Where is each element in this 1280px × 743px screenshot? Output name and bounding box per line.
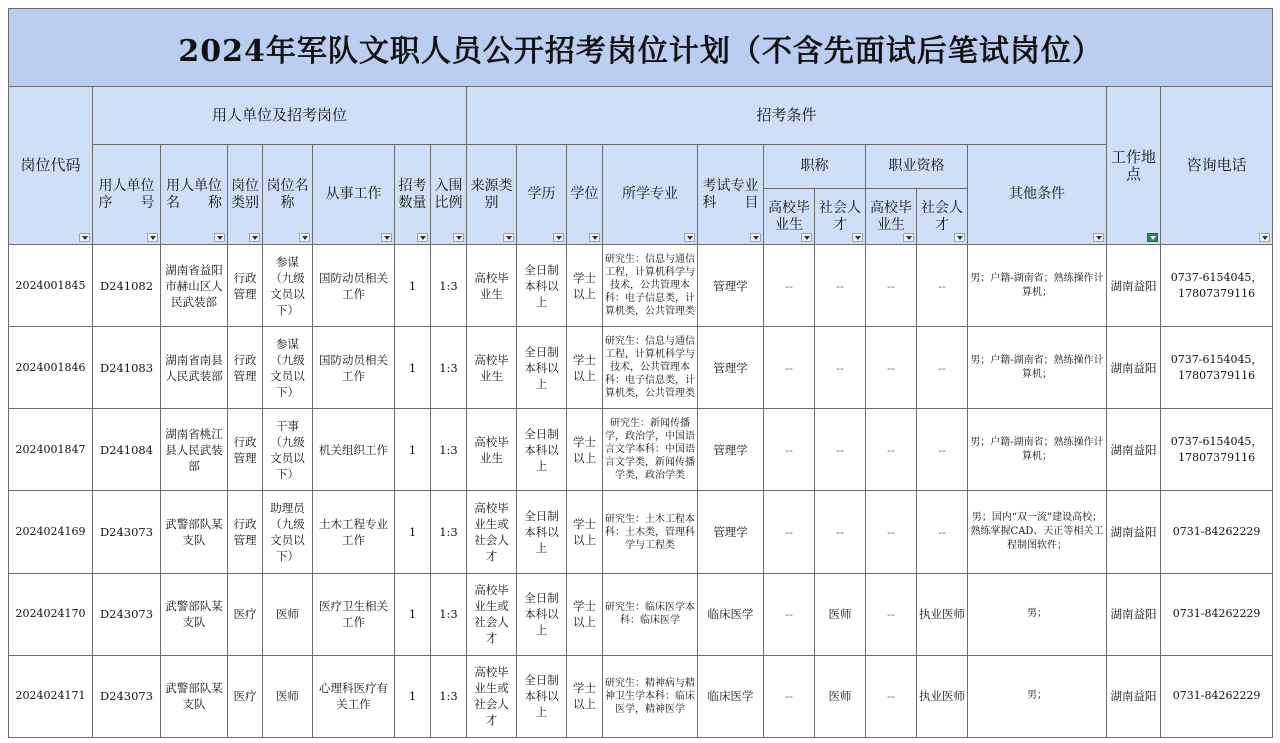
recruitment-table (8, 8, 1273, 738)
cell-post-code[interactable]: 2024001847 (9, 409, 93, 491)
cell-unit-seq[interactable]: D243073 (93, 491, 161, 573)
cell-qual-social-text: 执业医师 (919, 607, 965, 622)
filter-dropdown-icon[interactable] (1259, 233, 1270, 242)
cell-other[interactable]: 男； (968, 573, 1107, 655)
cell-education[interactable] (517, 655, 567, 737)
cell-exam-subject[interactable]: 管理学 (698, 491, 764, 573)
cell-major[interactable]: 研究生：新闻传播学，政治学，中国语言文学本科：中国语言文学类，新闻传播学类，政治学类 (603, 409, 698, 491)
filter-dropdown-icon[interactable] (299, 233, 310, 242)
cell-post-type-text: 行政管理 (233, 517, 257, 548)
cell-title-social[interactable]: 医师 (815, 655, 866, 737)
header-post-type-label: 岗位类别 (231, 177, 259, 211)
cell-work[interactable] (313, 409, 395, 491)
header-location (1107, 87, 1161, 245)
cell-post-name[interactable] (263, 655, 313, 737)
header-qual-grad (866, 189, 917, 245)
cell-qual-grad[interactable]: -- (866, 409, 917, 491)
cell-post-type[interactable] (228, 327, 263, 409)
cell-phone[interactable]: 0737-6154045，17807379116 (1161, 245, 1273, 327)
cell-unit-seq[interactable]: D243073 (93, 573, 161, 655)
filter-dropdown-icon[interactable] (750, 233, 761, 242)
header-other (968, 145, 1107, 245)
cell-work[interactable] (313, 327, 395, 409)
cell-qual-social-text: 执业医师 (919, 689, 965, 704)
filter-dropdown-icon[interactable] (147, 233, 158, 242)
header-title-social-label: 社会人才 (819, 199, 861, 233)
cell-phone[interactable]: 0737-6154045，17807379116 (1161, 409, 1273, 491)
filter-dropdown-icon[interactable] (1093, 233, 1104, 242)
header-unit-seq (93, 145, 161, 245)
cell-unit-name[interactable] (161, 655, 228, 737)
cell-title-social[interactable]: -- (815, 409, 866, 491)
header-ratio-label: 入围比例 (434, 177, 463, 211)
cell-education[interactable] (517, 491, 567, 573)
cell-post-code[interactable]: 2024001846 (9, 327, 93, 409)
cell-exam-subject[interactable]: 管理学 (698, 245, 764, 327)
header-source-label: 来源类别 (470, 177, 513, 211)
cell-post-name[interactable] (263, 409, 313, 491)
header-work-label: 从事工作 (325, 186, 382, 202)
header-title-grad-label: 高校毕业生 (768, 199, 810, 233)
cell-unit-name[interactable] (161, 491, 228, 573)
cell-post-name-text: 干事（九级文员以下） (270, 418, 305, 481)
cell-work-text: 国防动员相关工作 (319, 270, 388, 301)
cell-qual-social[interactable]: -- (917, 491, 968, 573)
cell-quota[interactable]: 1 (395, 327, 431, 409)
cell-work[interactable] (313, 655, 395, 737)
cell-quota[interactable]: 1 (395, 655, 431, 737)
cell-qual-grad[interactable]: -- (866, 491, 917, 573)
cell-title-grad[interactable]: -- (764, 245, 815, 327)
cell-education-text: 全日制本科以上 (524, 673, 559, 720)
cell-location[interactable]: 湖南益阳 (1107, 245, 1161, 327)
cell-post-code[interactable]: 2024024169 (9, 491, 93, 573)
cell-post-code[interactable]: 2024024170 (9, 573, 93, 655)
cell-work-text: 国防动员相关工作 (319, 352, 388, 383)
cell-work-text: 心理科医疗有关工作 (319, 681, 388, 712)
cell-post-name[interactable] (263, 491, 313, 573)
cell-degree-text: 学士以上 (573, 434, 596, 465)
cell-title-grad[interactable]: -- (764, 655, 815, 737)
header-unit-name-label: 用人单位名 称 (166, 177, 222, 211)
cell-post-code[interactable]: 2024001845 (9, 245, 93, 327)
header-post-type (228, 145, 263, 245)
cell-degree[interactable] (567, 327, 603, 409)
cell-unit-seq[interactable]: D243073 (93, 655, 161, 737)
cell-title-social[interactable]: -- (815, 245, 866, 327)
header-title-group: 职称 (764, 145, 866, 189)
cell-unit-name[interactable] (161, 573, 228, 655)
cell-ratio[interactable]: 1:3 (431, 409, 467, 491)
cell-phone[interactable]: 0731-84262229 (1161, 655, 1273, 737)
cell-qual-grad[interactable]: -- (866, 655, 917, 737)
header-education-label: 学历 (527, 186, 556, 202)
header-phone (1161, 87, 1273, 245)
header-group-conditions: 招考条件 (467, 87, 1107, 145)
cell-post-name[interactable] (263, 327, 313, 409)
cell-ratio[interactable]: 1:3 (431, 245, 467, 327)
cell-source-text: 高校毕业生或社会人才 (474, 501, 509, 564)
cell-location[interactable]: 湖南益阳 (1107, 655, 1161, 737)
cell-post-type[interactable] (228, 655, 263, 737)
header-title-social (815, 189, 866, 245)
cell-education[interactable] (517, 245, 567, 327)
cell-source[interactable] (467, 327, 517, 409)
header-exam-subject (698, 145, 764, 245)
cell-source-text: 高校毕业生或社会人才 (474, 665, 509, 728)
table-row (9, 491, 1273, 573)
table-row (9, 409, 1273, 491)
cell-title-social[interactable]: 医师 (815, 573, 866, 655)
cell-unit-name-text: 武警部队某支队 (165, 599, 223, 630)
filter-dropdown-icon[interactable] (453, 233, 464, 242)
cell-post-name-text: 医师 (276, 607, 299, 622)
cell-qual-social[interactable] (917, 573, 968, 655)
cell-post-name-text: 参谋（九级文员以下） (270, 254, 305, 317)
cell-work[interactable] (313, 491, 395, 573)
filter-dropdown-icon[interactable] (553, 233, 564, 242)
cell-phone[interactable]: 0731-84262229 (1161, 573, 1273, 655)
cell-post-type-text: 医疗 (233, 607, 257, 622)
cell-unit-name-text: 武警部队某支队 (165, 517, 223, 548)
header-qual-group: 职业资格 (866, 145, 968, 189)
cell-degree-text: 学士以上 (573, 517, 596, 548)
cell-title-social[interactable]: -- (815, 491, 866, 573)
filter-dropdown-icon[interactable] (954, 233, 965, 242)
cell-phone[interactable]: 0737-6154045，17807379116 (1161, 327, 1273, 409)
header-education (517, 145, 567, 245)
cell-degree-text: 学士以上 (573, 599, 596, 630)
filter-dropdown-icon[interactable] (417, 233, 428, 242)
cell-post-type[interactable] (228, 245, 263, 327)
table-row (9, 245, 1273, 327)
table-row (9, 655, 1273, 737)
header-quota-label: 招考数量 (398, 177, 427, 211)
header-major-label: 所学专业 (622, 186, 678, 202)
header-post-code-label: 岗位代码 (20, 156, 81, 174)
cell-title-grad[interactable]: -- (764, 491, 815, 573)
header-title-grad (764, 189, 815, 245)
cell-major[interactable]: 研究生：临床医学本科：临床医学 (603, 573, 698, 655)
cell-other[interactable]: 男；国内“双一流”建设高校；熟练掌握CAD、天正等相关工程制图软件； (968, 491, 1107, 573)
header-work (313, 145, 395, 245)
filter-dropdown-icon[interactable] (79, 233, 90, 242)
cell-source[interactable] (467, 409, 517, 491)
cell-education[interactable] (517, 327, 567, 409)
table-body (9, 245, 1273, 738)
cell-post-type-text: 医疗 (233, 689, 257, 704)
cell-degree[interactable] (567, 491, 603, 573)
cell-major[interactable]: 研究生：信息与通信工程，计算机科学与技术，公共管理本科：电子信息类，计算机类，公共管理类 (603, 245, 698, 327)
cell-major[interactable]: 研究生：土木工程本科：土木类，管理科学与工程类 (603, 491, 698, 573)
cell-ratio[interactable]: 1:3 (431, 491, 467, 573)
cell-exam-subject[interactable]: 管理学 (698, 327, 764, 409)
cell-degree-text: 学士以上 (573, 352, 596, 383)
cell-major[interactable]: 研究生：精神病与精神卫生学本科：临床医学，精神医学 (603, 655, 698, 737)
header-exam-subject-label: 考试专业科 目 (702, 177, 759, 211)
cell-work[interactable] (313, 245, 395, 327)
cell-source[interactable] (467, 245, 517, 327)
cell-source[interactable] (467, 573, 517, 655)
cell-quota[interactable]: 1 (395, 573, 431, 655)
cell-quota[interactable]: 1 (395, 409, 431, 491)
table-row (9, 327, 1273, 409)
cell-post-name-text: 医师 (276, 689, 299, 704)
cell-education-text: 全日制本科以上 (524, 262, 559, 309)
header-unit-name (161, 145, 228, 245)
cell-degree[interactable] (567, 573, 603, 655)
cell-quota[interactable]: 1 (395, 245, 431, 327)
cell-unit-name-text: 武警部队某支队 (165, 681, 223, 712)
cell-location[interactable]: 湖南益阳 (1107, 491, 1161, 573)
header-post-code (9, 87, 93, 245)
cell-qual-social[interactable]: -- (917, 409, 968, 491)
cell-education-text: 全日制本科以上 (524, 591, 559, 638)
filter-dropdown-icon[interactable] (381, 233, 392, 242)
filter-dropdown-icon[interactable] (214, 233, 225, 242)
cell-exam-subject[interactable]: 管理学 (698, 409, 764, 491)
cell-post-type[interactable] (228, 409, 263, 491)
cell-ratio[interactable]: 1:3 (431, 655, 467, 737)
cell-qual-social[interactable]: -- (917, 327, 968, 409)
cell-exam-subject[interactable]: 临床医学 (698, 573, 764, 655)
cell-unit-seq[interactable]: D241084 (93, 409, 161, 491)
cell-post-type[interactable] (228, 573, 263, 655)
cell-education-text: 全日制本科以上 (524, 426, 559, 473)
filter-dropdown-icon[interactable] (503, 233, 514, 242)
cell-education-text: 全日制本科以上 (524, 509, 559, 556)
header-location-label: 工作地点 (1110, 147, 1156, 183)
cell-source[interactable] (467, 655, 517, 737)
filter-dropdown-icon[interactable] (801, 233, 812, 242)
cell-source-text: 高校毕业生 (474, 270, 509, 301)
cell-major[interactable]: 研究生：信息与通信工程，计算机科学与技术，公共管理本科：电子信息类，计算机类，公共管理类 (603, 327, 698, 409)
cell-location[interactable]: 湖南益阳 (1107, 573, 1161, 655)
cell-degree[interactable] (567, 409, 603, 491)
cell-qual-social[interactable] (917, 655, 968, 737)
cell-post-type[interactable] (228, 491, 263, 573)
cell-unit-seq[interactable]: D241083 (93, 327, 161, 409)
cell-qual-grad[interactable]: -- (866, 245, 917, 327)
cell-degree-text: 学士以上 (573, 681, 596, 712)
header-phone-label: 咨询电话 (1186, 156, 1247, 174)
cell-degree[interactable] (567, 655, 603, 737)
cell-exam-subject[interactable]: 临床医学 (698, 655, 764, 737)
cell-post-name[interactable] (263, 245, 313, 327)
cell-ratio[interactable]: 1:3 (431, 327, 467, 409)
cell-degree-text: 学士以上 (573, 270, 596, 301)
cell-source-text: 高校毕业生或社会人才 (474, 583, 509, 646)
cell-post-type-text: 行政管理 (233, 434, 257, 465)
header-qual-grad-label: 高校毕业生 (870, 199, 912, 233)
cell-unit-name-text: 湖南省益阳市赫山区人民武装部 (165, 262, 223, 309)
cell-source[interactable] (467, 491, 517, 573)
cell-qual-social[interactable]: -- (917, 245, 968, 327)
header-post-name-label: 岗位名称 (266, 177, 309, 211)
cell-post-type-text: 行政管理 (233, 270, 257, 301)
cell-post-name[interactable] (263, 573, 313, 655)
header-major (603, 145, 698, 245)
cell-post-name-text: 助理员（九级文员以下） (270, 501, 305, 564)
cell-degree[interactable] (567, 245, 603, 327)
cell-education[interactable] (517, 409, 567, 491)
cell-qual-grad[interactable]: -- (866, 573, 917, 655)
cell-other[interactable]: 男；户籍-湖南省；熟练操作计算机； (968, 327, 1107, 409)
cell-work-text: 机关组织工作 (319, 442, 388, 457)
cell-post-type-text: 行政管理 (233, 352, 257, 383)
cell-title-grad[interactable]: -- (764, 327, 815, 409)
cell-source-text: 高校毕业生 (474, 352, 509, 383)
header-degree-label: 学位 (570, 186, 599, 202)
cell-unit-name[interactable] (161, 245, 228, 327)
cell-phone[interactable]: 0731-84262229 (1161, 491, 1273, 573)
cell-post-name-text: 参谋（九级文员以下） (270, 336, 305, 399)
cell-other[interactable]: 男；户籍-湖南省；熟练操作计算机； (968, 409, 1107, 491)
cell-quota[interactable]: 1 (395, 491, 431, 573)
cell-work-text: 医疗卫生相关工作 (319, 599, 388, 630)
cell-work[interactable] (313, 573, 395, 655)
cell-unit-name-text: 湖南省南县人民武装部 (165, 352, 223, 383)
cell-location[interactable]: 湖南益阳 (1107, 409, 1161, 491)
cell-title-social[interactable]: -- (815, 327, 866, 409)
cell-education[interactable] (517, 573, 567, 655)
cell-unit-name-text: 湖南省桃江县人民武装部 (165, 426, 223, 473)
page-title: 2024年军队文职人员公开招考岗位计划（不含先面试后笔试岗位） (9, 9, 1273, 87)
cell-work-text: 土木工程专业工作 (319, 517, 388, 548)
cell-other[interactable]: 男；户籍-湖南省；熟练操作计算机； (968, 245, 1107, 327)
filter-dropdown-icon[interactable] (589, 233, 600, 242)
cell-title-grad[interactable]: -- (764, 409, 815, 491)
table-row (9, 573, 1273, 655)
cell-unit-seq[interactable]: D241082 (93, 245, 161, 327)
header-other-label: 其他条件 (1009, 186, 1065, 202)
cell-qual-grad[interactable]: -- (866, 327, 917, 409)
cell-ratio[interactable]: 1:3 (431, 573, 467, 655)
filter-dropdown-icon[interactable] (249, 233, 260, 242)
filter-dropdown-icon[interactable] (684, 233, 695, 242)
cell-education-text: 全日制本科以上 (524, 344, 559, 391)
header-qual-social (917, 189, 968, 245)
header-qual-social-label: 社会人才 (921, 199, 963, 233)
cell-other[interactable]: 男； (968, 655, 1107, 737)
header-ratio (431, 145, 467, 245)
header-quota (395, 145, 431, 245)
cell-title-grad[interactable]: -- (764, 573, 815, 655)
header-group-unit: 用人单位及招考岗位 (93, 87, 467, 145)
cell-source-text: 高校毕业生 (474, 434, 509, 465)
cell-location[interactable]: 湖南益阳 (1107, 327, 1161, 409)
header-unit-seq-label: 用人单位序 号 (98, 177, 155, 211)
filter-active-icon[interactable] (1147, 233, 1158, 242)
filter-dropdown-icon[interactable] (903, 233, 914, 242)
header-post-name (263, 145, 313, 245)
header-source (467, 145, 517, 245)
cell-unit-name[interactable] (161, 327, 228, 409)
cell-unit-name[interactable] (161, 409, 228, 491)
header-degree (567, 145, 603, 245)
filter-dropdown-icon[interactable] (852, 233, 863, 242)
cell-post-code[interactable]: 2024024171 (9, 655, 93, 737)
